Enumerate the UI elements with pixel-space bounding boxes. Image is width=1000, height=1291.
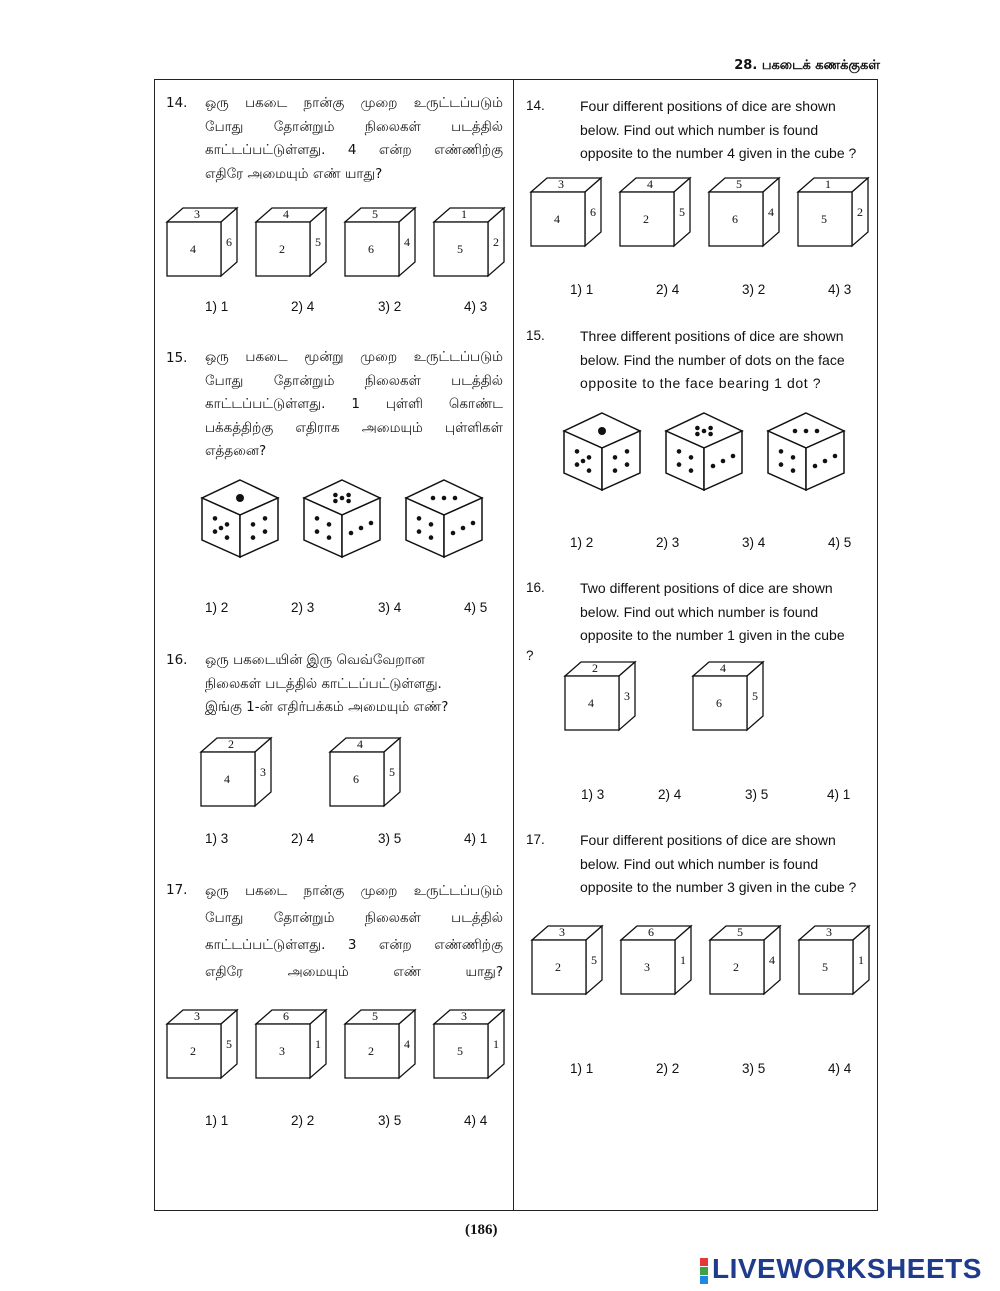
- die-side-number: 5: [752, 689, 758, 703]
- die-top-number: 3: [559, 925, 565, 939]
- option-2[interactable]: 2) 3: [656, 535, 680, 550]
- die-front-number: 4: [224, 772, 230, 786]
- option-4[interactable]: 4) 3: [828, 282, 852, 297]
- die-front-number: 3: [279, 1044, 285, 1058]
- dot: [471, 521, 476, 526]
- dot: [263, 529, 268, 534]
- die-side-number: 5: [591, 953, 597, 967]
- question-line: எதிரே அமையும் எண் யாது?: [205, 165, 383, 182]
- question-line: Three different positions of dice are shown: [580, 328, 844, 344]
- die-front-number: 2: [643, 212, 649, 226]
- option-4[interactable]: 4) 5: [464, 600, 488, 615]
- die-top-number: 1: [461, 207, 467, 221]
- dot: [581, 459, 586, 464]
- die-front-number: 2: [368, 1044, 374, 1058]
- die-side-number: 6: [226, 235, 232, 249]
- dot: [598, 427, 606, 435]
- option-3[interactable]: 3) 2: [378, 299, 402, 314]
- die-cube: [199, 736, 274, 810]
- chapter-header: 28. பகடைக் கணக்குகள்: [734, 58, 880, 73]
- die-side-number: 2: [493, 235, 499, 249]
- option-3[interactable]: 3) 4: [378, 600, 402, 615]
- dot: [359, 526, 364, 531]
- question-line: below. Find out which number is found: [580, 603, 819, 620]
- die-top-number: 5: [736, 177, 742, 191]
- die-front-number: 6: [732, 212, 738, 226]
- question-line: எத்தனை?: [205, 443, 267, 459]
- question-number: 17.: [526, 832, 545, 847]
- die-cube: [432, 1008, 507, 1082]
- question-number: 16.: [526, 580, 545, 595]
- die-cube: [619, 924, 694, 998]
- question-line: below. Find out which number is found: [580, 121, 819, 138]
- dot: [315, 516, 320, 521]
- dot-die: [765, 410, 847, 492]
- dot: [333, 493, 338, 498]
- option-3[interactable]: 3) 5: [378, 831, 402, 846]
- option-3[interactable]: 3) 5: [378, 1113, 402, 1128]
- dot-die: [561, 410, 643, 492]
- option-4[interactable]: 4) 1: [827, 787, 851, 802]
- option-2[interactable]: 2) 3: [291, 600, 315, 615]
- dot: [346, 493, 351, 498]
- option-4[interactable]: 4) 4: [464, 1113, 488, 1128]
- dot: [346, 499, 351, 504]
- option-1[interactable]: 1) 1: [570, 1061, 594, 1076]
- die-side-number: 1: [680, 953, 686, 967]
- die-top-number: 4: [357, 737, 363, 751]
- dot: [804, 429, 809, 434]
- die-top-number: 3: [461, 1009, 467, 1023]
- question-number: 15.: [526, 328, 545, 343]
- die-top-number: 3: [194, 207, 200, 221]
- logo-square: [700, 1267, 708, 1275]
- dot: [702, 429, 707, 434]
- option-4[interactable]: 4) 4: [828, 1061, 852, 1076]
- question-line: opposite to the number 4 given in the cube ?: [580, 145, 857, 161]
- dot: [349, 531, 354, 536]
- option-4[interactable]: 4) 5: [828, 535, 852, 550]
- dot: [823, 459, 828, 464]
- die-cube: [691, 660, 766, 734]
- die-front-number: 6: [716, 696, 722, 710]
- die-top-number: 2: [228, 737, 234, 751]
- die-top-number: 3: [826, 925, 832, 939]
- die-front-number: 4: [190, 242, 196, 256]
- die-front-number: 2: [733, 960, 739, 974]
- die-top-number: 6: [648, 925, 654, 939]
- dot: [263, 516, 268, 521]
- dot: [451, 531, 456, 536]
- dot: [708, 426, 713, 431]
- logo-square: [700, 1258, 708, 1266]
- question-line: இங்கு 1-ன் எதிர்பக்கம் அமையும் எண்?: [205, 699, 449, 715]
- die-top-number: 3: [194, 1009, 200, 1023]
- dot: [625, 449, 630, 454]
- dot: [689, 468, 694, 473]
- dot: [213, 529, 218, 534]
- brand-logo-icon: [700, 1257, 708, 1285]
- question-number: 16.: [166, 652, 188, 668]
- dot: [791, 468, 796, 473]
- question-line: போது தோன்றும் நிலைகள் படத்தில்: [205, 118, 503, 135]
- die-side-number: 3: [260, 765, 266, 779]
- dot: [793, 429, 798, 434]
- dot: [333, 499, 338, 504]
- question-line: opposite to the number 3 given in the cube ?: [580, 879, 857, 895]
- dot: [575, 449, 580, 454]
- option-1[interactable]: 1) 3: [205, 831, 229, 846]
- dot: [369, 521, 374, 526]
- dot: [327, 535, 332, 540]
- die-side-number: 2: [857, 205, 863, 219]
- dot: [429, 522, 434, 527]
- question-line: opposite to the face bearing 1 dot ?: [580, 375, 822, 391]
- dot-die: [663, 410, 745, 492]
- dot: [236, 494, 244, 502]
- option-2[interactable]: 2) 4: [658, 787, 682, 802]
- die-cube: [796, 176, 871, 250]
- question-line: below. Find out which number is found: [580, 855, 819, 872]
- die-front-number: 2: [279, 242, 285, 256]
- dot: [225, 535, 230, 540]
- die-cube: [254, 206, 329, 280]
- dot: [225, 522, 230, 527]
- option-3[interactable]: 3) 2: [742, 282, 766, 297]
- die-side-number: 4: [769, 953, 775, 967]
- die-front-number: 4: [554, 212, 560, 226]
- question-line: ஒரு பகடை நான்கு முறை உருட்டப்படும்: [205, 95, 503, 111]
- option-3[interactable]: 3) 5: [742, 1061, 766, 1076]
- dot: [442, 496, 447, 501]
- option-2[interactable]: 2) 2: [291, 1113, 315, 1128]
- brand-footer[interactable]: [700, 1253, 982, 1285]
- die-front-number: 5: [822, 960, 828, 974]
- brand-name: LIVEWORKSHEETS: [712, 1253, 982, 1284]
- dot: [417, 529, 422, 534]
- option-2[interactable]: 2) 4: [656, 282, 680, 297]
- die-front-number: 5: [821, 212, 827, 226]
- page-number: (186): [465, 1222, 498, 1238]
- dot: [417, 516, 422, 521]
- dot: [708, 432, 713, 437]
- dot: [695, 426, 700, 431]
- die-side-number: 1: [493, 1037, 499, 1051]
- die-cube: [254, 1008, 329, 1082]
- dot: [587, 455, 592, 460]
- option-1[interactable]: 1) 1: [570, 282, 594, 297]
- die-cube: [707, 176, 782, 250]
- dot: [213, 516, 218, 521]
- dot: [677, 449, 682, 454]
- die-front-number: 5: [457, 242, 463, 256]
- question-mark: ?: [526, 648, 534, 663]
- die-front-number: 6: [353, 772, 359, 786]
- option-3[interactable]: 3) 4: [742, 535, 766, 550]
- die-side-number: 3: [624, 689, 630, 703]
- die-side-number: 4: [768, 205, 774, 219]
- option-2[interactable]: 2) 2: [656, 1061, 680, 1076]
- option-2[interactable]: 2) 4: [291, 299, 315, 314]
- die-front-number: 4: [588, 696, 594, 710]
- option-1[interactable]: 1) 2: [205, 600, 229, 615]
- dot: [613, 455, 618, 460]
- die-side-number: 6: [590, 205, 596, 219]
- die-top-number: 5: [372, 1009, 378, 1023]
- option-1[interactable]: 1) 2: [570, 535, 594, 550]
- die-cube: [432, 206, 507, 280]
- dot-die: [199, 477, 281, 559]
- question-line: ஒரு பகடை மூன்று முறை உருட்டப்படும்: [205, 349, 503, 365]
- question-number: 17.: [166, 882, 188, 898]
- question-line: போது தோன்றும் நிலைகள் படத்தில்: [205, 910, 503, 926]
- die-top-number: 5: [737, 925, 743, 939]
- question-number: 14.: [166, 95, 188, 111]
- dot: [453, 496, 458, 501]
- dot: [625, 462, 630, 467]
- dot: [731, 454, 736, 459]
- die-top-number: 4: [283, 207, 289, 221]
- die-cube: [343, 1008, 418, 1082]
- question-number: 15.: [166, 350, 188, 366]
- die-top-number: 6: [283, 1009, 289, 1023]
- die-cube: [529, 176, 604, 250]
- option-1[interactable]: 1) 1: [205, 1113, 229, 1128]
- die-side-number: 4: [404, 1037, 410, 1051]
- dot: [315, 529, 320, 534]
- die-cube: [343, 206, 418, 280]
- dot: [251, 535, 256, 540]
- dot: [327, 522, 332, 527]
- die-side-number: 1: [858, 953, 864, 967]
- dot-die: [403, 477, 485, 559]
- question-line: below. Find the number of dots on the face: [580, 351, 845, 368]
- dot: [779, 462, 784, 467]
- dot: [791, 455, 796, 460]
- question-number: 14.: [526, 98, 545, 113]
- die-front-number: 2: [555, 960, 561, 974]
- dot: [587, 468, 592, 473]
- question-line: பக்கத்திற்கு எதிராக அமையும் புள்ளிகள்: [205, 419, 503, 436]
- question-line: ஒரு பகடையின் இரு வெவ்வேறான: [205, 652, 425, 668]
- die-front-number: 6: [368, 242, 374, 256]
- option-2[interactable]: 2) 4: [291, 831, 315, 846]
- option-1[interactable]: 1) 3: [581, 787, 605, 802]
- die-top-number: 2: [592, 661, 598, 675]
- dot: [721, 459, 726, 464]
- dot: [429, 535, 434, 540]
- question-line: opposite to the number 1 given in the cube: [580, 627, 845, 643]
- dot: [677, 462, 682, 467]
- option-4[interactable]: 4) 3: [464, 299, 488, 314]
- dot: [779, 449, 784, 454]
- dot: [833, 454, 838, 459]
- logo-square: [700, 1276, 708, 1284]
- die-side-number: 4: [404, 235, 410, 249]
- dot: [219, 526, 224, 531]
- die-cube: [530, 924, 605, 998]
- question-line: காட்டப்பட்டுள்ளது. 1 புள்ளி கொண்ட: [205, 396, 503, 412]
- question-line: நிலைகள் படத்தில் காட்டப்பட்டுள்ளது.: [205, 675, 442, 692]
- question-line: போது தோன்றும் நிலைகள் படத்தில்: [205, 372, 503, 389]
- column-divider: [513, 79, 514, 1211]
- die-side-number: 5: [679, 205, 685, 219]
- dot: [695, 432, 700, 437]
- option-3[interactable]: 3) 5: [745, 787, 769, 802]
- dot: [813, 464, 818, 469]
- die-cube: [797, 924, 872, 998]
- question-line: Four different positions of dice are shown: [580, 832, 836, 848]
- question-line: Two different positions of dice are shown: [580, 580, 833, 596]
- die-top-number: 5: [372, 207, 378, 221]
- die-side-number: 1: [315, 1037, 321, 1051]
- dot: [461, 526, 466, 531]
- dot: [815, 429, 820, 434]
- die-side-number: 5: [226, 1037, 232, 1051]
- dot: [575, 462, 580, 467]
- question-line: ஒரு பகடை நான்கு முறை உருட்டப்படும்: [205, 883, 503, 899]
- die-cube: [165, 206, 240, 280]
- die-cube: [708, 924, 783, 998]
- die-top-number: 4: [720, 661, 726, 675]
- dot: [711, 464, 716, 469]
- option-4[interactable]: 4) 1: [464, 831, 488, 846]
- die-side-number: 5: [315, 235, 321, 249]
- dot: [340, 496, 345, 501]
- dot: [431, 496, 436, 501]
- die-cube: [618, 176, 693, 250]
- die-front-number: 3: [644, 960, 650, 974]
- die-cube: [563, 660, 638, 734]
- dot: [689, 455, 694, 460]
- die-front-number: 5: [457, 1044, 463, 1058]
- die-top-number: 1: [825, 177, 831, 191]
- die-cube: [165, 1008, 240, 1082]
- dot-die: [301, 477, 383, 559]
- question-line: காட்டப்பட்டுள்ளது. 3 என்ற எண்ணிற்கு: [205, 937, 503, 953]
- die-top-number: 4: [647, 177, 653, 191]
- question-line: Four different positions of dice are shown: [580, 98, 836, 114]
- die-front-number: 2: [190, 1044, 196, 1058]
- option-1[interactable]: 1) 1: [205, 299, 229, 314]
- die-side-number: 5: [389, 765, 395, 779]
- die-top-number: 3: [558, 177, 564, 191]
- die-cube: [328, 736, 403, 810]
- question-line: காட்டப்பட்டுள்ளது. 4 என்ற எண்ணிற்கு: [205, 142, 503, 158]
- question-line: எதிரே அமையும் எண் யாது?: [205, 964, 503, 980]
- dot: [613, 468, 618, 473]
- dot: [251, 522, 256, 527]
